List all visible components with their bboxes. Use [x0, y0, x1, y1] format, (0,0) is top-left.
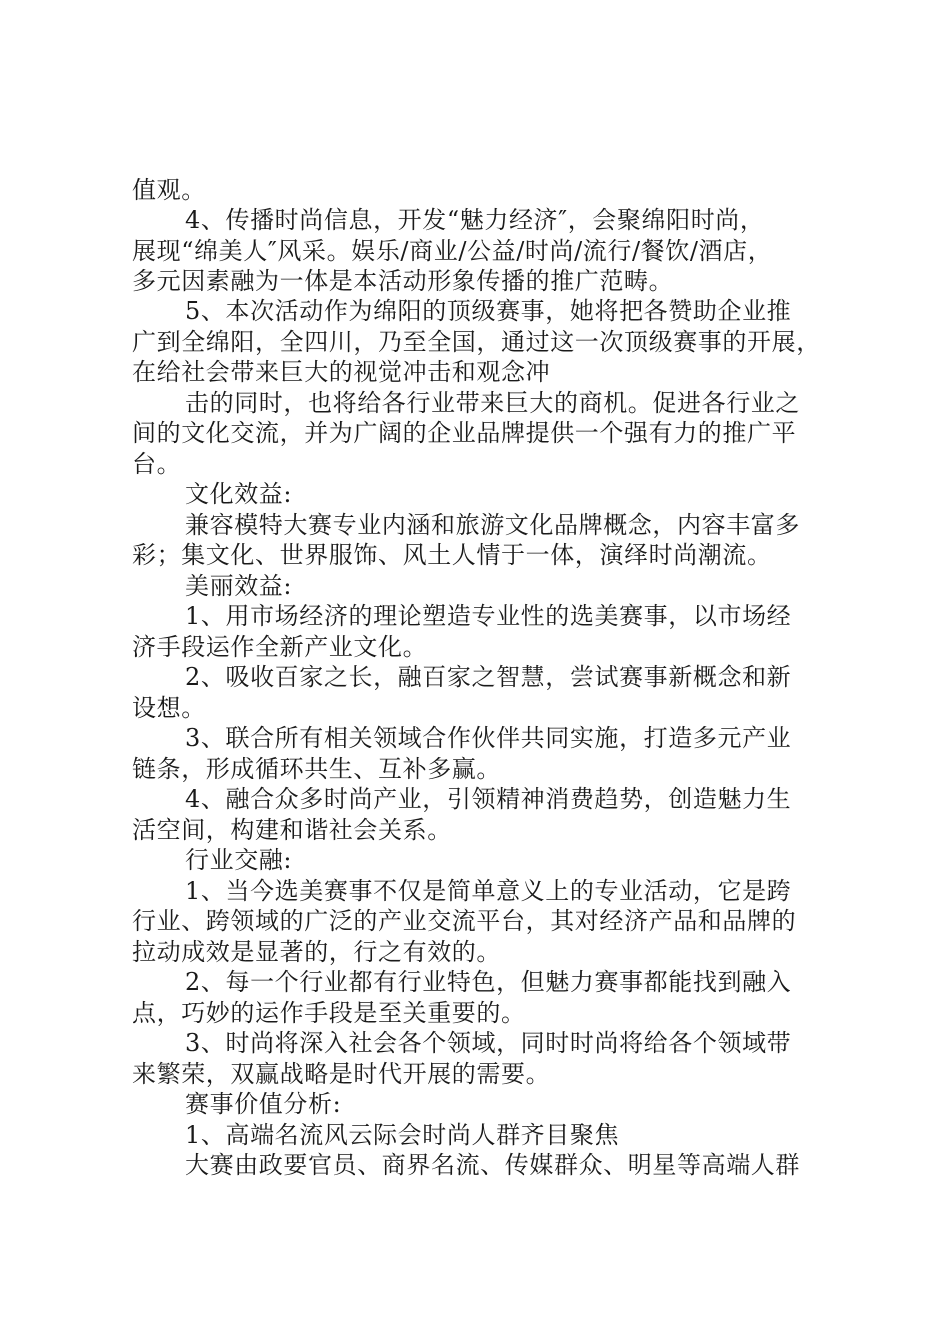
text-line: 4、融合众多时尚产业，引领精神消费趋势，创造魅力生: [185, 785, 792, 813]
text-line: 设想。: [132, 694, 206, 722]
text-line: 值观。: [132, 176, 206, 204]
text-line: 1、用市场经济的理论塑造专业性的选美赛事，以市场经: [185, 602, 792, 630]
text-line: 2、每一个行业都有行业特色，但魅力赛事都能找到融入: [185, 968, 792, 996]
text-line: 拉动成效是显著的，行之有效的。: [132, 938, 501, 966]
text-line: 3、时尚将深入社会各个领域，同时时尚将给各个领域带: [185, 1029, 792, 1057]
text-line: 5、本次活动作为绵阳的顶级赛事，她将把各赞助企业推: [185, 297, 792, 325]
text-line: 2、吸收百家之长，融百家之智慧，尝试赛事新概念和新: [185, 663, 792, 691]
text-line: 1、当今选美赛事不仅是简单意义上的专业活动，它是跨: [185, 877, 792, 905]
text-line: 行业、跨领域的广泛的产业交流平台，其对经济产品和品牌的: [132, 907, 797, 935]
text-line: 3、联合所有相关领域合作伙伴共同实施，打造多元产业: [185, 724, 792, 752]
text-line: 间的文化交流，并为广阔的企业品牌提供一个强有力的推广平: [132, 419, 797, 447]
text-line: 点，巧妙的运作手段是至关重要的。: [132, 999, 526, 1027]
text-line: 广到全绵阳，全四川，乃至全国，通过这一次顶级赛事的开展，: [132, 328, 821, 356]
text-line: 在给社会带来巨大的视觉冲击和观念冲: [132, 358, 551, 386]
text-line: 台。: [132, 450, 182, 478]
text-line: 链条，形成循环共生、互补多赢。: [132, 755, 501, 783]
text-line: 活空间，构建和谐社会关系。: [132, 816, 452, 844]
section-heading: 行业交融:: [185, 846, 293, 874]
text-line: 击的同时，也将给各行业带来巨大的商机。促进各行业之: [185, 389, 800, 417]
text-line: 4、传播时尚信息，开发“魅力经济″，会聚绵阳时尚，: [185, 206, 765, 234]
text-line: 济手段运作全新产业文化。: [132, 633, 428, 661]
section-heading: 美丽效益:: [185, 572, 293, 600]
text-line: 彩；集文化、世界服饰、风土人情于一体，演绎时尚潮流。: [132, 541, 772, 569]
text-line: 1、高端名流风云际会时尚人群齐目聚焦: [185, 1121, 620, 1149]
text-line: 兼容模特大赛专业内涵和旅游文化品牌概念，内容丰富多: [185, 511, 800, 539]
text-line: 多元因素融为一体是本活动形象传播的推广范畴。: [132, 267, 674, 295]
section-heading: 文化效益:: [185, 480, 293, 508]
text-line: 来繁荣，双赢战略是时代开展的需要。: [132, 1060, 551, 1088]
section-heading: 赛事价值分析:: [185, 1090, 342, 1118]
text-line: 展现“绵美人″风采。娱乐/商业/公益/时尚/流行/餐饮/酒店，: [132, 237, 773, 265]
text-line: 大赛由政要官员、商界名流、传媒群众、明星等高端人群: [185, 1151, 800, 1179]
